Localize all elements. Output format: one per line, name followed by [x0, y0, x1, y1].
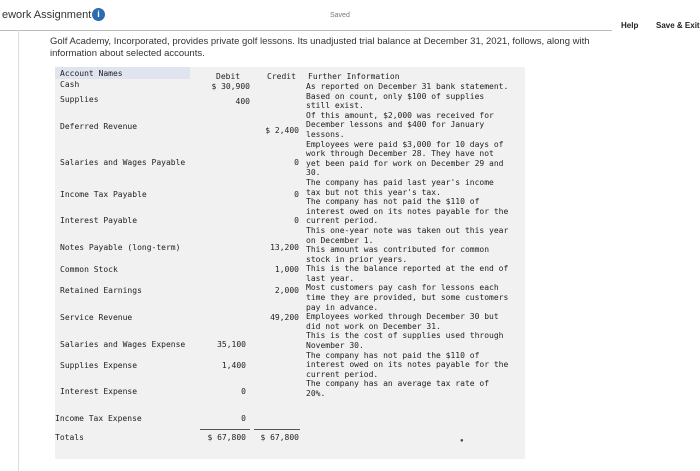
info-icon[interactable]: i — [92, 8, 105, 21]
info-line: The company has paid last year's income — [306, 177, 494, 187]
info-line: 20%. — [306, 389, 326, 398]
info-line: The company has an average tax rate of — [306, 379, 490, 389]
info-line: on December 1. — [306, 235, 374, 245]
info-line: last year. — [306, 273, 355, 283]
info-line: current period. — [306, 369, 379, 379]
account-name: Retained Earnings — [60, 286, 142, 295]
credit-value: 0 — [294, 216, 299, 225]
info-line: This is the balance reported at the end of — [306, 264, 509, 274]
credit-value: 0 — [294, 190, 299, 199]
info-line: interest owed on its notes payable for the — [306, 360, 509, 370]
account-name: Income Tax Expense — [55, 414, 142, 423]
account-name: Salaries and Wages Payable — [60, 158, 186, 167]
info-line: The company has not paid the $110 of — [306, 197, 480, 207]
info-line: stock in prior years. — [306, 254, 408, 264]
info-line: tax but not this year's tax. — [306, 187, 441, 197]
info-line: December lessons and $400 for January — [306, 120, 485, 130]
account-name: Supplies — [60, 95, 99, 104]
credit-value: 1,000 — [274, 265, 299, 274]
account-name: Income Tax Payable — [60, 190, 147, 199]
header-credit: Credit — [267, 72, 296, 81]
info-line: lessons. — [306, 129, 345, 139]
debit-value: 1,400 — [221, 361, 246, 370]
debit-total-rule — [200, 429, 250, 430]
top-bar — [0, 0, 700, 32]
account-name: Interest Payable — [60, 216, 138, 225]
info-line: still exist. — [306, 101, 364, 111]
debit-total: $ 67,800 — [207, 433, 246, 442]
debit-value: $ 30,900 — [211, 82, 250, 91]
info-line: Employees worked through December 30 but — [306, 312, 499, 322]
info-line: current period. — [306, 216, 379, 226]
cursor-dot: ● — [460, 438, 464, 444]
info-line: As reported on December 31 bank statement. — [306, 82, 509, 91]
info-line: The company has not paid the $110 of — [306, 350, 480, 360]
info-line: This one-year note was taken out this year — [306, 225, 509, 235]
info-line: November 30. — [306, 341, 364, 351]
header-account: Account Names — [60, 69, 123, 78]
info-line: did not work on December 31. — [306, 321, 441, 331]
header-info: Further Information — [308, 72, 400, 81]
account-name: Common Stock — [60, 265, 118, 274]
saved-status: Saved — [330, 12, 350, 19]
debit-value: 400 — [235, 97, 250, 106]
credit-value: 13,200 — [270, 243, 299, 252]
info-line: time they are provided, but some customers — [306, 293, 509, 303]
info-line: work through December 28. They have not — [306, 149, 494, 159]
further-information-column — [306, 72, 528, 399]
info-line: pay in advance. — [306, 302, 379, 312]
account-name: Interest Expense — [60, 387, 138, 396]
account-name: Cash — [60, 80, 80, 89]
credit-total: $ 67,800 — [260, 433, 299, 442]
question-intro: Golf Academy, Incorporated, provides private golf lessons. Its unadjusted trial balance at December 31, 2021, follows, along with information about selected accounts. — [50, 36, 590, 59]
debit-value: 35,100 — [217, 340, 246, 349]
account-name: Deferred Revenue — [60, 122, 138, 131]
left-rule — [18, 30, 19, 471]
help-button[interactable]: Help — [621, 21, 639, 30]
account-name: Supplies Expense — [60, 361, 138, 370]
info-line: Most customers pay cash for lessons each — [306, 283, 499, 293]
credit-value: 49,200 — [270, 313, 299, 322]
credit-value: 2,000 — [274, 286, 299, 295]
info-line: Based on count, only $100 of supplies — [306, 91, 485, 101]
info-line: Of this amount, $2,000 was received for — [306, 110, 494, 120]
info-line: yet been paid for work on December 29 and — [306, 158, 504, 168]
info-line: interest owed on its notes payable for the — [306, 206, 509, 216]
info-line: This amount was contributed for common — [306, 245, 490, 255]
account-name: Service Revenue — [60, 313, 133, 322]
account-name: Salaries and Wages Expense — [60, 340, 186, 349]
save-exit-button[interactable]: Save & Exit — [656, 21, 700, 30]
info-line: Employees were paid $3,000 for 10 days of — [306, 139, 504, 149]
credit-total-rule — [254, 429, 300, 430]
info-line: This is the cost of supplies used through — [306, 331, 504, 341]
header-divider — [0, 30, 612, 31]
info-line: 30. — [306, 168, 321, 178]
assignment-title: ework Assignment — [2, 9, 92, 21]
account-name: Notes Payable (long-term) — [60, 243, 181, 252]
debit-value: 0 — [241, 414, 246, 423]
credit-value: 0 — [294, 158, 299, 167]
account-name: Totals — [55, 433, 84, 442]
header-debit: Debit — [216, 72, 241, 81]
debit-value: 0 — [241, 387, 246, 396]
credit-value: $ 2,400 — [265, 126, 299, 135]
